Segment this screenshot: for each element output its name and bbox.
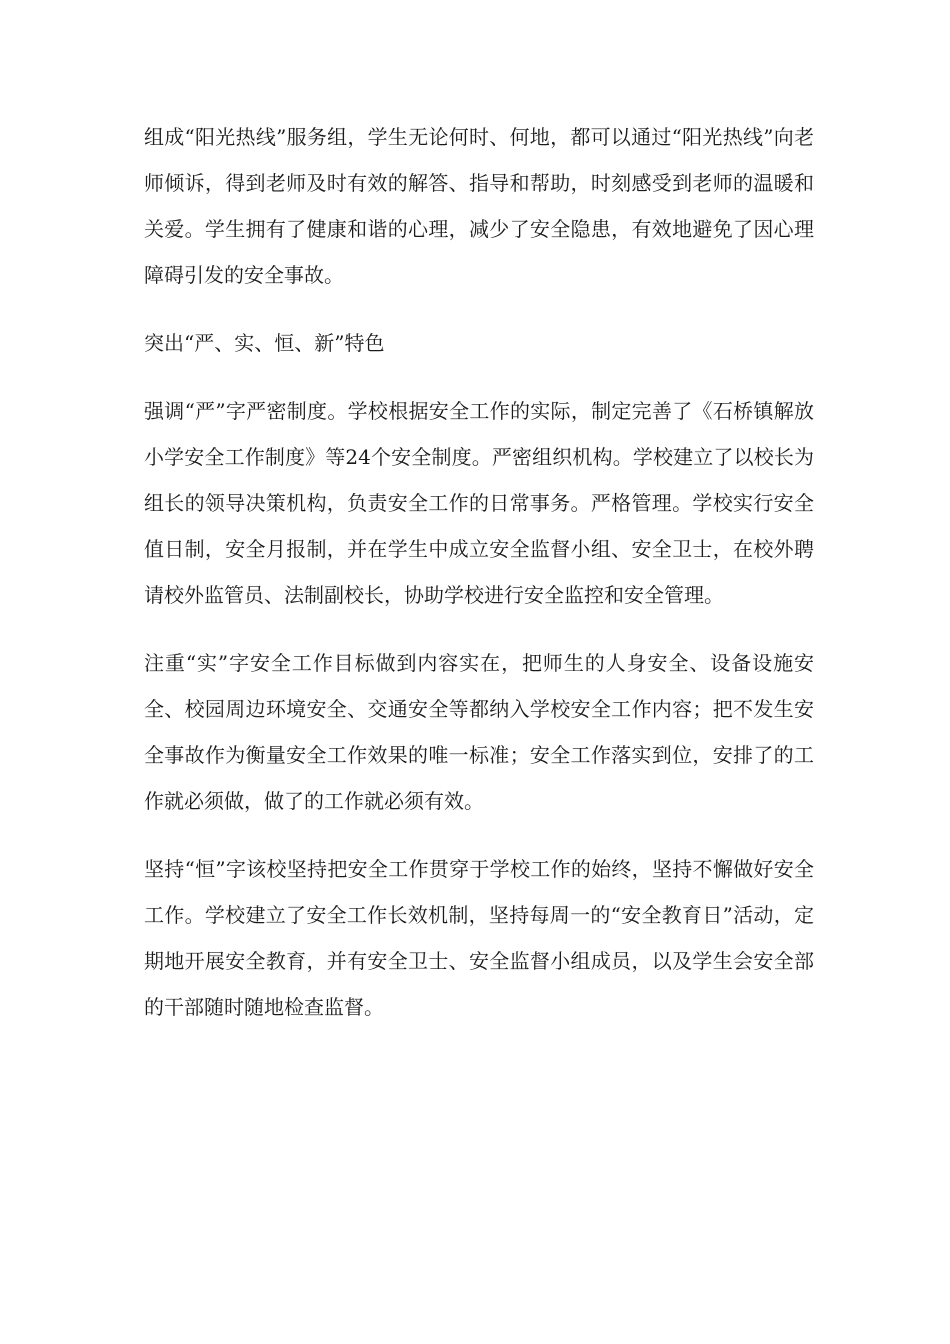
paragraph-sunshine-hotline: 组成“阳光热线”服务组，学生无论何时、何地，都可以通过“阳光热线”向老师倾诉，得到老师及时有效的解答、指导和帮助，时刻感受到老师的温暖和关爱。学生拥有了健康和谐的心理，减少了安全隐患，有效地避免了因心理障碍引发的安全事故。 bbox=[144, 125, 814, 287]
document-body bbox=[144, 114, 814, 1052]
paragraph-persistent: 坚持“恒”字该校坚持把安全工作贯穿于学校工作的始终，坚持不懈做好安全工作。学校建立了安全工作长效机制，坚持每周一的“安全教育日”活动，定期地开展安全教育，并有安全卫士、安全监督小组成员，以及学生会安全部的干部随时随地检查监督。 bbox=[144, 857, 814, 1019]
paragraph-strict: 强调“严”字严密制度。学校根据安全工作的实际，制定完善了《石桥镇解放小学安全工作制度》等24个安全制度。严密组织机构。学校建立了以校长为组长的领导决策机构，负责安全工作的日常事务。严格管理。学校实行安全值日制，安全月报制，并在学生中成立安全监督小组、安全卫士，在校外聘请校外监管员、法制副校长，协助学校进行安全监控和安全管理。 bbox=[144, 399, 814, 607]
section-heading-features: 突出“严、实、恒、新”特色 bbox=[144, 331, 385, 355]
paragraph-practical: 注重“实”字安全工作目标做到内容实在，把师生的人身安全、设备设施安全、校园周边环境安全、交通安全等都纳入学校安全工作内容；把不发生安全事故作为衡量安全工作效果的唯一标准；安全工作落实到位，安排了的工作就必须做，做了的工作就必须有效。 bbox=[144, 651, 814, 813]
